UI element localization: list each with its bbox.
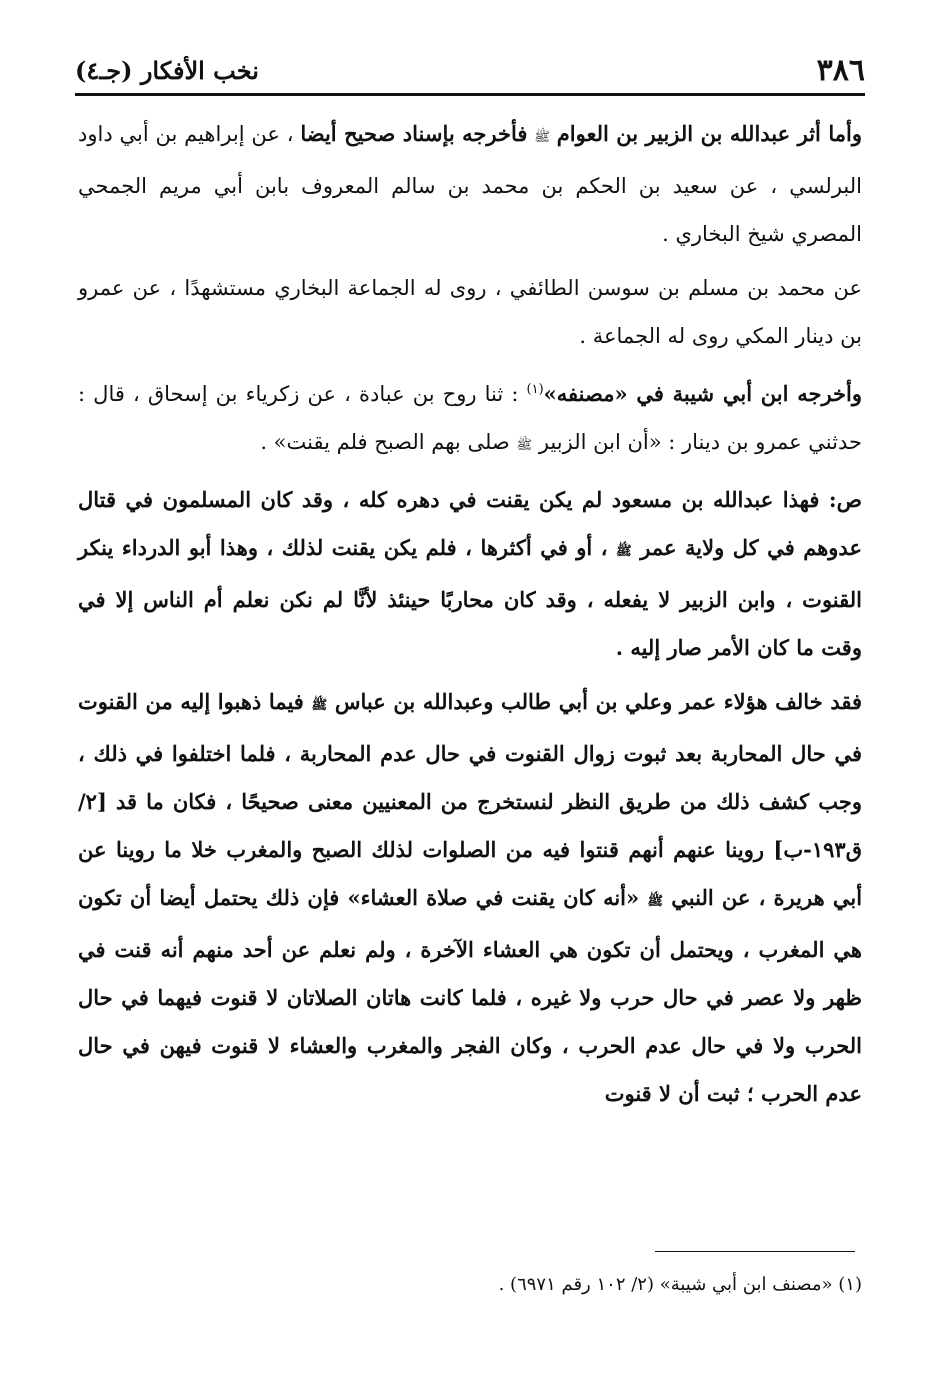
honorific-mark: ﷺ [534,130,550,145]
footnote-rule [655,1251,855,1252]
paragraph-1 [78,110,862,258]
footnote-reference[interactable]: (١) [526,382,544,397]
paragraph-2 [78,264,862,360]
main-text [78,110,862,1124]
honorific-mark: ﷺ [311,698,328,713]
paragraph-text: ، عن إبراهيم بن أبي داود البرلسي ، عن سعيد بن الحكم بن محمد بن سالم المعروف بابن أبي مريم الجمحي المصري شيخ البخاري . [78,122,862,246]
footnote: (١) «مصنف ابن أبي شيبة» (٢/ ١٠٢ رقم ٦٩٧١) . [498,1274,862,1295]
book-title: نخب الأفكار (جـ٤) [75,55,259,85]
paragraph-text: عن محمد بن مسلم بن سوسن الطائفي ، روى له الجماعة البخاري مستشهدًا ، عن عمرو بن دينار المكي روى له الجماعة . [78,276,862,348]
paragraph-text: : ثنا روح بن عبادة ، عن زكرياء بن إسحاق ، قال : حدثني عمرو بن دينار : «أن ابن الزبير [78,382,862,454]
paragraph-text-3: «أنه كان يقنت في صلاة العشاء» فإن ذلك يحتمل أيضا أن تكون هي المغرب ، ويحتمل أن تكون هي العشاء الآخرة ، ولم نعلم عن أحد منهم أنه قنت في ظهر ولا عصر في حال حرب ولا غيره ، فلما كانت هاتان الصلاتان لا قنوت فيهما في حال الحرب ولا في حال عدم الحرب ، وكان الفجر والمغرب والعشاء لا قنوت فيهن في حال عدم الحرب ؛ ثبت أن لا قنوت [78,885,862,1106]
honorific-mark: ﷺ [516,438,533,453]
paragraph-3 [78,366,862,470]
honorific-mark-2: ﷺ [647,894,664,909]
page-number: ٣٨٦ [816,52,865,88]
paragraph-text-2: ، أو في أكثرها ، فلم يكن يقنت لذلك ، وهذا أبو الدرداء ينكر القنوت ، وابن الزبير لا يفعله ، وقد كان محاربًا حينئذ لأنَّا لم نكن نعلم أم الناس إلا في وقت ما كان الأمر صار إليه . [78,535,862,660]
paragraph-text-2: صلى بهم الصبح فلم يقنت» . [260,430,510,454]
paragraph-lead: وأما أثر عبدالله بن الزبير بن العوام [556,121,862,146]
page-header [75,48,865,92]
paragraph-lead-2: فأخرجه بإسناد صحيح أيضا [300,121,528,146]
paragraph-text-2: فيما ذهبوا إليه من القنوت في حال المحاربة بعد ثبوت زوال القنوت في حال عدم المحاربة ، فلما اختلفوا في ذلك ، وجب كشف ذلك من طريق النظر لنستخرج من المعنيين معنى صحيحًا ، فكان ما قد [٢/ ق١٩٣-ب] روينا عنهم أنهم قنتوا فيه من الصلوات لذلك الصبح والمغرب خلا ما روينا عن أبي هريرة ، عن النبي [78,689,863,910]
paragraph-4 [78,476,862,672]
paragraph-text: فهذا عبدالله بن مسعود لم يكن يقنت في دهره كله ، وقد كان المسلمون في قتال عدوهم في كل ولاية عمر [78,487,862,560]
paragraph-lead: وأخرجه ابن أبي شيبة في «مصنفه» [543,381,862,406]
paragraph-5 [78,678,862,1118]
header-rule [75,93,865,96]
paragraph-lead: ص: [828,487,862,512]
paragraph-text: فقد خالف هؤلاء عمر وعلي بن أبي طالب وعبدالله بن عباس [334,689,863,714]
honorific-mark: ﷺ [616,544,632,559]
